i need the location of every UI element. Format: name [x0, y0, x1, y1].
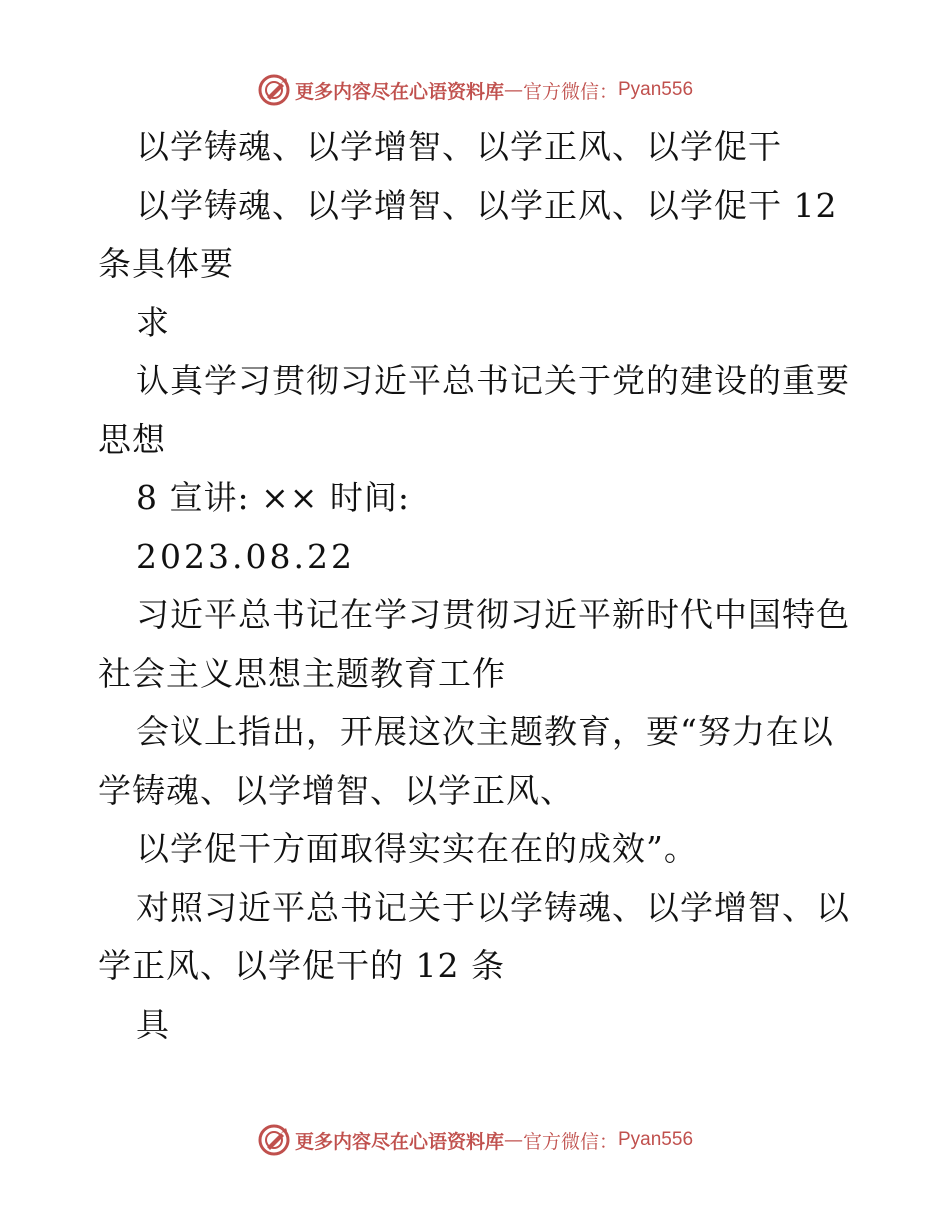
doc-line-para1-2: 社会主义思想主题教育工作 — [98, 653, 506, 693]
doc-line-date: 2023.08.22 — [136, 536, 355, 576]
header-wechat-account: Pyan556 — [618, 79, 694, 100]
doc-line-subtitle-3: 求 — [136, 302, 170, 342]
doc-line-title: 以学铸魂、以学增智、以学正风、以学促干 — [136, 127, 782, 166]
header-wechat-label: 官方微信： — [522, 80, 618, 103]
doc-line-para2-2: 学铸魂、以学增智、以学正风、 — [98, 770, 574, 810]
footer-wechat-label: 官方微信： — [522, 1130, 618, 1153]
brand-logo-icon — [257, 73, 291, 107]
doc-line-subtitle-1: 以学铸魂、以学增智、以学正风、以学促干 12 — [136, 185, 838, 225]
doc-line-para4-1: 对照习近平总书记关于以学铸魂、以学增智、以 — [136, 887, 850, 927]
doc-line-speaker: 8 宣讲: ×× 时间: — [136, 478, 411, 517]
doc-line-para2-1: 会议上指出，开展这次主题教育，要“努力在以 — [136, 712, 834, 751]
doc-line-para4-2: 学正风、以学促干的 12 条 — [98, 946, 505, 985]
footer-separator: — — [503, 1129, 523, 1151]
header-brand-text: 更多内容尽在心语资料库 — [294, 80, 504, 103]
header-watermark-banner — [0, 70, 950, 110]
doc-line-topic-2: 思想 — [98, 419, 166, 459]
doc-line-para5-1: 具 — [136, 1004, 170, 1044]
doc-line-topic-1: 认真学习贯彻习近平总书记关于党的建设的重要 — [136, 361, 850, 400]
brand-logo-icon — [257, 1123, 291, 1157]
doc-line-para3-1: 以学促干方面取得实实在在的成效”。 — [136, 829, 698, 868]
doc-line-para1-1: 习近平总书记在学习贯彻习近平新时代中国特色 — [136, 595, 850, 634]
doc-line-subtitle-2: 条具体要 — [98, 244, 234, 283]
footer-watermark-banner — [0, 1120, 950, 1160]
footer-wechat-account: Pyan556 — [618, 1129, 694, 1150]
footer-brand-text: 更多内容尽在心语资料库 — [294, 1130, 504, 1153]
document-body — [98, 118, 858, 1054]
header-separator: — — [503, 79, 523, 101]
